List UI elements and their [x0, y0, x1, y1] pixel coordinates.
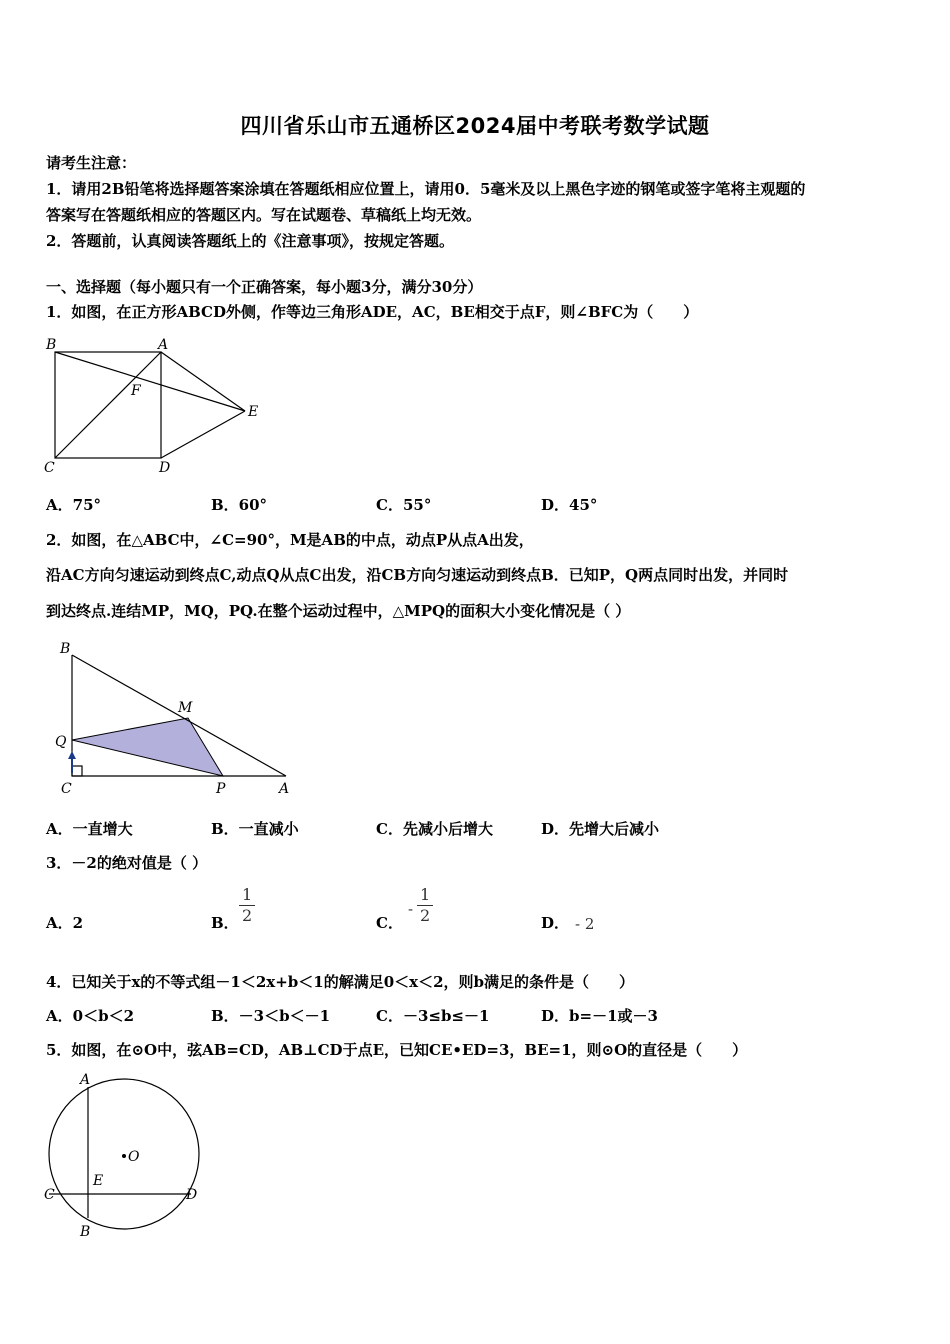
q4-option-b[interactable]: B．－3＜b＜－1	[211, 1007, 331, 1025]
q3-option-c[interactable]: C．	[376, 914, 403, 932]
label-e: E	[93, 1173, 104, 1189]
q1-figure	[40, 335, 280, 480]
q3-d-value: - 2	[575, 915, 595, 933]
label-d: D	[159, 460, 171, 476]
line-be	[55, 352, 245, 411]
fraction-numerator: 1	[239, 885, 255, 906]
q1-stem: 1．如图，在正方形ABCD外侧，作等边三角形ADE，AC，BE相交于点F，则∠BFC为（ ）	[46, 303, 699, 321]
page-title: 四川省乐山市五通桥区2024届中考联考数学试题	[240, 114, 710, 138]
q1-option-c[interactable]: C．55°	[376, 496, 432, 514]
q3-option-a[interactable]: A．2	[46, 914, 84, 932]
right-angle-mark	[72, 766, 82, 776]
label-f: F	[131, 383, 141, 399]
label-c: C	[44, 1187, 55, 1203]
line-ae	[161, 352, 245, 411]
notice-line-1b: 答案写在答题纸相应的答题区内。写在试题卷、草稿纸上均无效。	[46, 206, 482, 224]
q3-option-d[interactable]: D．	[541, 914, 570, 932]
fraction-denominator: 2	[420, 906, 431, 925]
line-de	[161, 411, 245, 458]
q1-option-b[interactable]: B．60°	[211, 496, 268, 514]
q2-figure	[50, 635, 310, 800]
center-point	[122, 1154, 126, 1158]
label-a: A	[279, 781, 290, 797]
q2-stem-3: 到达终点.连结MP，MQ，PQ.在整个运动过程中，△MPQ的面积大小变化情况是（ ）	[46, 602, 631, 620]
label-c: C	[61, 781, 72, 797]
label-p: P	[216, 781, 226, 797]
fraction-numerator: 1	[417, 885, 433, 906]
triangle-mpq-shaded	[72, 718, 223, 776]
q3-option-b[interactable]: B．	[211, 914, 239, 932]
q3-b-fraction	[239, 885, 255, 926]
label-a: A	[158, 337, 169, 353]
q3-stem: 3．－2的绝对值是（ ）	[46, 854, 208, 872]
arrowhead	[68, 751, 76, 759]
label-m: M	[178, 700, 193, 716]
label-b: B	[60, 641, 71, 657]
label-c: C	[44, 460, 55, 476]
q2-option-b[interactable]: B．一直减小	[211, 820, 299, 838]
q2-stem-1: 2．如图，在△ABC中，∠C=90°，M是AB的中点，动点P从点A出发，	[46, 531, 534, 549]
q5-figure	[40, 1068, 215, 1243]
fraction-denominator: 2	[242, 906, 253, 925]
notice-line-1a: 1．请用2B铅笔将选择题答案涂填在答题纸相应位置上，请用0．5毫米及以上黑色字迹的钢笔或签字笔将主观题的	[46, 180, 806, 198]
q2-option-a[interactable]: A．一直增大	[46, 820, 133, 838]
section-heading: 一、选择题（每小题只有一个正确答案，每小题3分，满分30分）	[46, 278, 483, 296]
notice-heading: 请考生注意：	[46, 154, 137, 172]
q4-option-c[interactable]: C．－3≤b≤－1	[376, 1007, 490, 1025]
label-a: A	[80, 1072, 91, 1088]
q2-option-c[interactable]: C．先减小后增大	[376, 820, 493, 838]
q3-c-fraction	[417, 885, 433, 926]
q3-c-negative-sign: -	[408, 900, 414, 918]
q1-option-d[interactable]: D．45°	[541, 496, 598, 514]
label-o: O	[128, 1149, 140, 1165]
q1-option-a[interactable]: A．75°	[46, 496, 102, 514]
label-q: Q	[55, 734, 67, 750]
label-e: E	[248, 404, 259, 420]
q4-stem: 4．已知关于x的不等式组－1＜2x+b＜1的解满足0＜x＜2，则b满足的条件是（ ）	[46, 973, 634, 991]
q2-stem-2: 沿AC方向匀速运动到终点C,动点Q从点C出发，沿CB方向匀速运动到终点B．已知P，Q两点同时出发，并同时	[46, 566, 789, 584]
q5-stem: 5．如图，在⊙O中，弦AB=CD，AB⊥CD于点E，已知CE•ED=3，BE=1，则⊙O的直径是（ ）	[46, 1041, 748, 1059]
notice-block	[46, 150, 805, 254]
label-b: B	[80, 1224, 91, 1240]
label-d: D	[186, 1187, 198, 1203]
q4-option-d[interactable]: D．b=－1或－3	[541, 1007, 658, 1025]
notice-line-2: 2．答题前，认真阅读答题纸上的《注意事项》，按规定答题。	[46, 232, 454, 250]
label-b: B	[46, 337, 57, 353]
q4-option-a[interactable]: A．0＜b＜2	[46, 1007, 135, 1025]
q2-option-d[interactable]: D．先增大后减小	[541, 820, 660, 838]
